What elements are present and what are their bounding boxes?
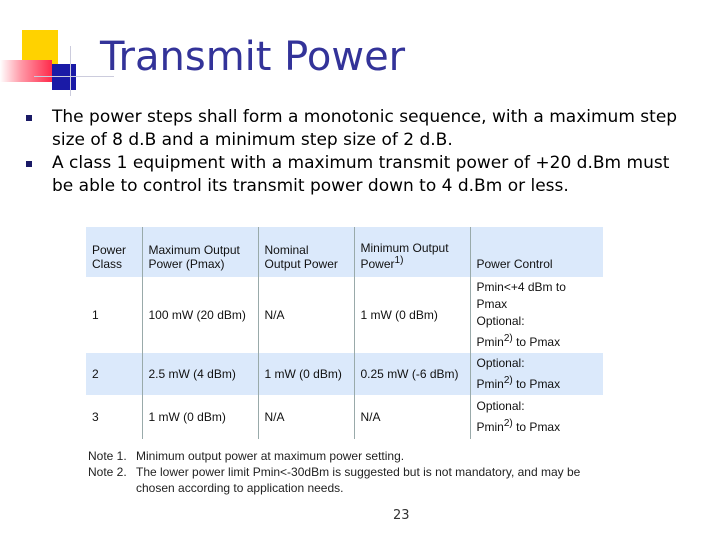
cell-nominal-output: N/A — [258, 277, 354, 353]
header-min-output: Minimum Output Power$^{1)}$ — [354, 227, 470, 277]
header-nominal-output: Nominal Output Power — [258, 227, 354, 277]
cell-power-control: Pmin<+4 dBm to Pmax Optional: Pmin$^{2)}$ to Pmax — [476, 280, 566, 349]
cell-power-class: 1 — [86, 277, 142, 353]
bullet-text: A class 1 equipment with a maximum transmit power of +20 d.Bm must be able to control its transmit power down to 4 d.Bm or less. — [52, 153, 670, 196]
note-text: Minimum output power at maximum power setting. — [136, 449, 405, 463]
cell-max-output: 1 mW (0 dBm) — [142, 395, 258, 439]
header-power-class: Power Class — [86, 227, 142, 277]
table-row — [86, 353, 603, 395]
cell-power-control: Optional: Pmin$^{2)}$ to Pmax — [470, 353, 603, 395]
bullet-item — [26, 106, 696, 152]
table-notes — [88, 448, 596, 496]
page-number: 23 — [393, 508, 410, 523]
decor-red-bar — [0, 60, 52, 82]
note-item — [88, 448, 596, 464]
cell-min-output: 0.25 mW (-6 dBm) — [354, 353, 470, 395]
cell-max-output: 100 mW (20 dBm) — [142, 277, 258, 353]
header-max-output: Maximum Output Power (Pmax) — [142, 227, 258, 277]
cell-power-class: 2 — [86, 353, 142, 395]
cell-min-output: N/A — [354, 395, 470, 439]
table-row — [86, 277, 603, 353]
note-item — [88, 464, 596, 496]
note-text: The lower power limit Pmin<-30dBm is suggested but is not mandatory, and may be chosen according to application needs. — [136, 465, 581, 495]
cell-max-output: 2.5 mW (4 dBm) — [142, 353, 258, 395]
decor-blue-square — [52, 64, 76, 90]
slide-title: Transmit Power — [100, 34, 406, 80]
note-label: Note 1. — [88, 449, 127, 463]
power-class-table — [86, 227, 603, 439]
bullet-text: The power steps shall form a monotonic sequence, with a maximum step size of 8 d.B and a minimum step size of 2 d.B. — [52, 107, 678, 150]
cell-power-control: Optional: Pmin$^{2)}$ to Pmax — [476, 399, 561, 434]
cell-power-class: 3 — [86, 395, 142, 439]
cell-min-output: 1 mW (0 dBm) — [354, 277, 470, 353]
bullet-square-icon — [26, 115, 32, 121]
cell-nominal-output: 1 mW (0 dBm) — [258, 353, 354, 395]
bullet-list — [26, 106, 696, 198]
decor-vertical-line — [70, 46, 71, 96]
note-label: Note 2. — [88, 465, 127, 479]
table-row — [86, 395, 603, 439]
cell-nominal-output: N/A — [258, 395, 354, 439]
header-power-control: Power Control — [470, 227, 603, 277]
footnote-ref: 1) — [394, 255, 404, 266]
bullet-item — [26, 152, 696, 198]
bullet-square-icon — [26, 161, 32, 167]
table-header-row — [86, 227, 603, 277]
